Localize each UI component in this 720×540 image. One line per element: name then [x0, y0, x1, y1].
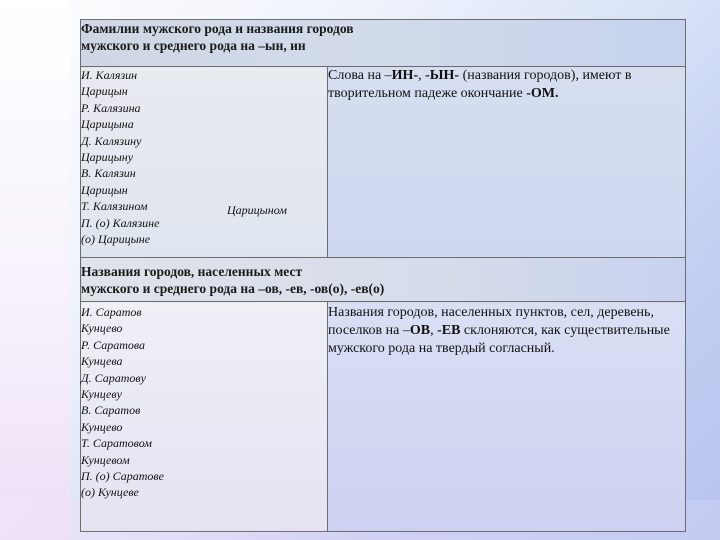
decl-line: Р. Саратова	[81, 337, 146, 352]
note-text: ,	[430, 323, 438, 338]
note-text: ,	[418, 68, 426, 83]
decl-line: В. Саратов	[81, 403, 141, 418]
decl-line: (о) Кунцеве	[81, 485, 139, 500]
section2-header	[81, 258, 686, 302]
decl-line: В. Калязин	[81, 166, 136, 181]
section1-declension	[81, 67, 328, 258]
note-ending-ov: ОВ	[409, 323, 431, 338]
decl-line: Д. Саратову	[81, 370, 146, 385]
section1-header-line1: Фамилии мужского рода и названия городов	[81, 21, 354, 36]
grammar-table	[80, 19, 686, 532]
section1-header-row	[81, 20, 686, 67]
decl-line: П. (о) Калязине	[81, 215, 160, 230]
decl-line: И. Калязин	[81, 68, 138, 82]
note-text: Названия городов, населенных пунктов, сел, деревень, поселков на –	[328, 305, 654, 338]
note-text: (названия городов), имеют в творительном падеже окончание	[328, 68, 632, 101]
decl-line: Т. Калязином	[81, 199, 148, 214]
section2-note	[328, 302, 686, 532]
decl-line: Кунцево	[81, 321, 123, 336]
note-text: Слова на –	[328, 68, 392, 83]
section2-body-row	[81, 302, 686, 532]
section2-header-line1: Названия городов, населенных мест	[81, 264, 303, 279]
decl-line: Царицыну	[81, 150, 134, 165]
decl-line: Кунцевом	[81, 452, 130, 467]
section1-header-line2: мужского и среднего рода на –ын, ин	[81, 38, 306, 53]
note-ending-om: -ОМ	[526, 86, 555, 101]
decl-line: П. (о) Саратове	[81, 469, 164, 484]
decl-line: Царицына	[81, 117, 134, 132]
decl-line: Кунцеву	[81, 387, 122, 402]
section1-header	[81, 20, 686, 67]
section2-declension	[81, 302, 328, 532]
section2-header-row	[81, 258, 686, 302]
note-text: склоняются, как существительные мужского рода на твердый согласный.	[328, 323, 670, 356]
section2-header-line2: мужского и среднего рода на –ов, -ев, -ов(о), -ев(о)	[81, 281, 385, 296]
note-text: .	[554, 86, 559, 101]
decl-line: Д. Калязину	[81, 133, 142, 148]
decl-line: Р. Калязина	[81, 100, 141, 115]
section1-body-row	[81, 67, 686, 258]
decl-line: И. Саратов	[81, 305, 142, 319]
decl-line: Царицын	[81, 182, 128, 197]
decl-line: Царицын	[81, 84, 128, 99]
slide-background-left	[0, 0, 70, 540]
decl-line: Кунцево	[81, 419, 123, 434]
decl-line: (о) Царицыне	[81, 232, 151, 247]
note-ending-yn: -ЫН-	[425, 68, 460, 83]
decl-line: Т. Саратовом	[81, 436, 152, 451]
note-ending-in: ИН-	[391, 68, 419, 83]
section1-note	[328, 67, 686, 258]
note-ending-ev: -ЕВ	[437, 323, 461, 338]
decl-line: Кунцева	[81, 354, 123, 369]
decl-line-extra: Царицыном	[227, 203, 287, 217]
